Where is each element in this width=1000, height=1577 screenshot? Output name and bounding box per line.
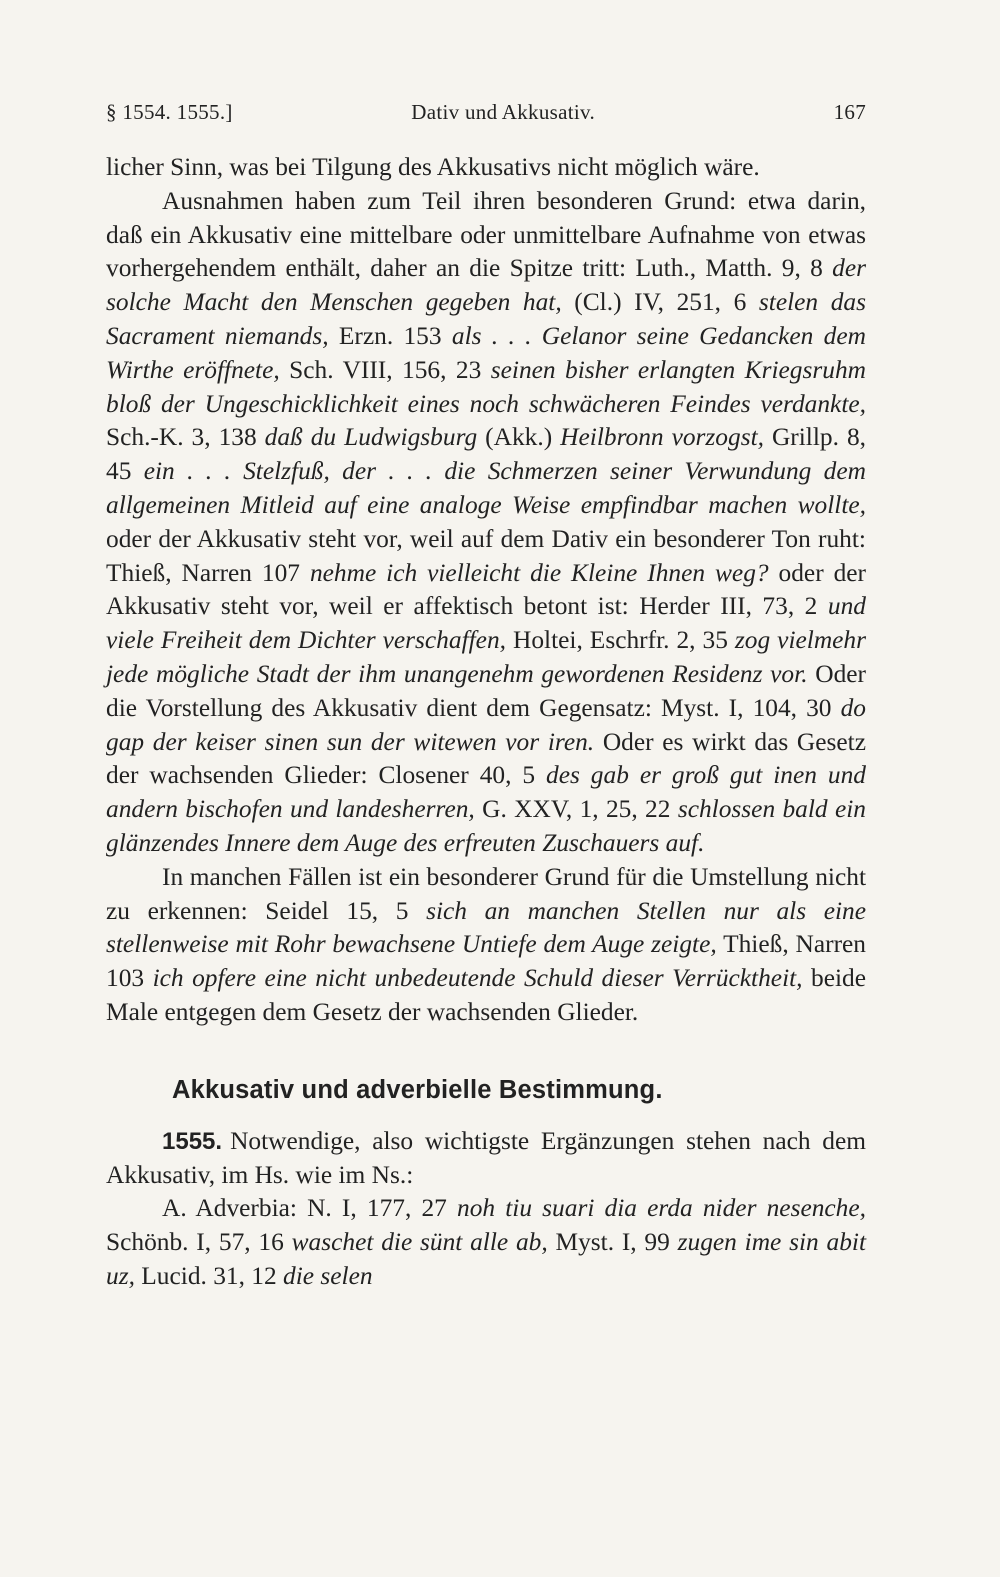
section-reference: § 1554. 1555.] xyxy=(106,100,233,124)
paragraph xyxy=(106,861,866,1030)
italic-quotation: seinen bisher erlangten Kriegsruhm bloß der Ungeschicklichkeit eines noch schwächeren Feindes verdankte, xyxy=(106,355,866,418)
book-page xyxy=(106,100,866,1294)
italic-quotation: schlossen bald ein glänzendes Innere dem Auge des erfreuten Zuschauers auf. xyxy=(106,795,866,857)
italic-quotation: do gap der keiser sinen sun der witewen vor iren. xyxy=(106,693,866,756)
section-body xyxy=(106,1125,866,1294)
text-segment: Ausnahmen haben zum Teil ihren besonderen Grund: etwa darin, daß ein Akkusativ eine mittelbare oder unmittelbare Aufnahme von etwas vorhergehendem enthält, daher an die Spitze tritt: Luth., Matth. 9, 8 xyxy=(106,186,866,283)
italic-quotation: und viele Freiheit dem Dichter verschaffen, xyxy=(106,592,866,655)
text-segment: (Cl.) IV, 251, 6 xyxy=(561,288,759,317)
text-segment: A. Adverbia: N. I, 177, 27 xyxy=(162,1194,457,1223)
italic-quotation: des gab er groß gut inen und andern bischofen und landesherren, xyxy=(106,761,866,824)
text-segment: G. XXV, 1, 25, 22 xyxy=(474,795,678,824)
text-segment: oder der Akkusativ steht vor, weil er affektisch betont ist: Herder III, 73, 2 xyxy=(106,558,866,621)
page-number: 167 xyxy=(833,100,866,124)
italic-quotation: Heilbronn vorzogst, xyxy=(560,423,764,452)
paragraph xyxy=(106,185,866,861)
text-segment: oder der Akkusativ steht vor, weil auf dem Dativ ein besonderer Ton ruht: Thieß, Narren 107 xyxy=(106,524,866,587)
italic-quotation: ein . . . Stelzfuß, der . . . die Schmerzen seiner Verwundung dem allgemeinen Mitleid auf eine analoge Weise empfindbar machen wollte, xyxy=(106,457,866,519)
text-segment: Holtei, Eschrfr. 2, 35 xyxy=(506,626,735,655)
text-segment: (Akk.) xyxy=(477,423,561,452)
running-head xyxy=(106,100,866,125)
numbered-paragraph xyxy=(106,1125,866,1193)
italic-quotation: waschet die sünt alle ab, xyxy=(291,1228,548,1257)
italic-quotation: noh tiu suari dia erda nider nesenche, xyxy=(457,1194,866,1223)
text-segment: licher Sinn, was bei Tilgung des Akkusativs nicht möglich wäre. xyxy=(106,153,760,181)
text-segment: Sch. VIII, 156, 23 xyxy=(279,355,491,384)
text-segment: Notwendige, also wichtigste Ergänzungen stehen nach dem Akkusativ, im Hs. wie im Ns.: xyxy=(106,1126,866,1189)
paragraph xyxy=(106,1192,866,1293)
text-segment: beide Male entgegen dem Gesetz der wachsenden Glieder. xyxy=(106,964,866,1026)
italic-quotation: als . . . Gelanor seine Gedancken dem Wirthe eröffnete, xyxy=(106,321,866,384)
body-text xyxy=(106,151,866,1030)
italic-quotation: ich opfere eine nicht unbedeutende Schuld dieser Verrücktheit, xyxy=(152,964,803,993)
text-segment: Grillp. 8, 45 xyxy=(106,423,866,486)
italic-quotation: nehme ich vielleicht die Kleine Ihnen weg? xyxy=(309,558,769,587)
text-segment: Oder es wirkt das Gesetz der wachsenden Glieder: Closener 40, 5 xyxy=(106,727,867,790)
text-segment: Oder die Vorstellung des Akkusativ dient dem Gegensatz: Myst. I, 104, 30 xyxy=(106,659,866,722)
italic-quotation: sich an manchen Stellen nur als eine stellenweise mit Rohr bewachsene Untiefe dem Auge zeigte, xyxy=(106,896,866,959)
paragraph-number: 1555. xyxy=(162,1127,223,1155)
paragraph xyxy=(106,151,866,185)
text-segment: Lucid. 31, 12 xyxy=(134,1261,284,1290)
italic-quotation: die selen xyxy=(283,1261,373,1290)
italic-quotation: daß du Ludwigsburg xyxy=(264,423,478,452)
running-title: Dativ und Akkusativ. xyxy=(411,100,595,124)
italic-quotation: stelen das Sacrament niemands, xyxy=(106,288,866,350)
text-segment: Schönb. I, 57, 16 xyxy=(106,1228,292,1257)
text-segment: Sch.-K. 3, 138 xyxy=(106,423,265,452)
section-heading: Akkusativ und adverbielle Bestimmung. xyxy=(172,1075,663,1104)
text-segment: Erzn. 153 xyxy=(328,321,452,350)
italic-quotation: zugen ime sin abit uz, xyxy=(106,1228,867,1290)
italic-quotation: der solche Macht den Menschen gegeben hat, xyxy=(106,254,866,317)
text-segment: Myst. I, 99 xyxy=(547,1228,678,1257)
text-segment: Thieß, Narren 103 xyxy=(106,930,866,993)
italic-quotation: zog vielmehr jede mögliche Stadt der ihm unangenehm gewordenen Residenz vor. xyxy=(106,626,867,688)
text-segment: In manchen Fällen ist ein besonderer Grund für die Umstellung nicht zu erkennen: Seidel 15, 5 xyxy=(106,862,866,925)
